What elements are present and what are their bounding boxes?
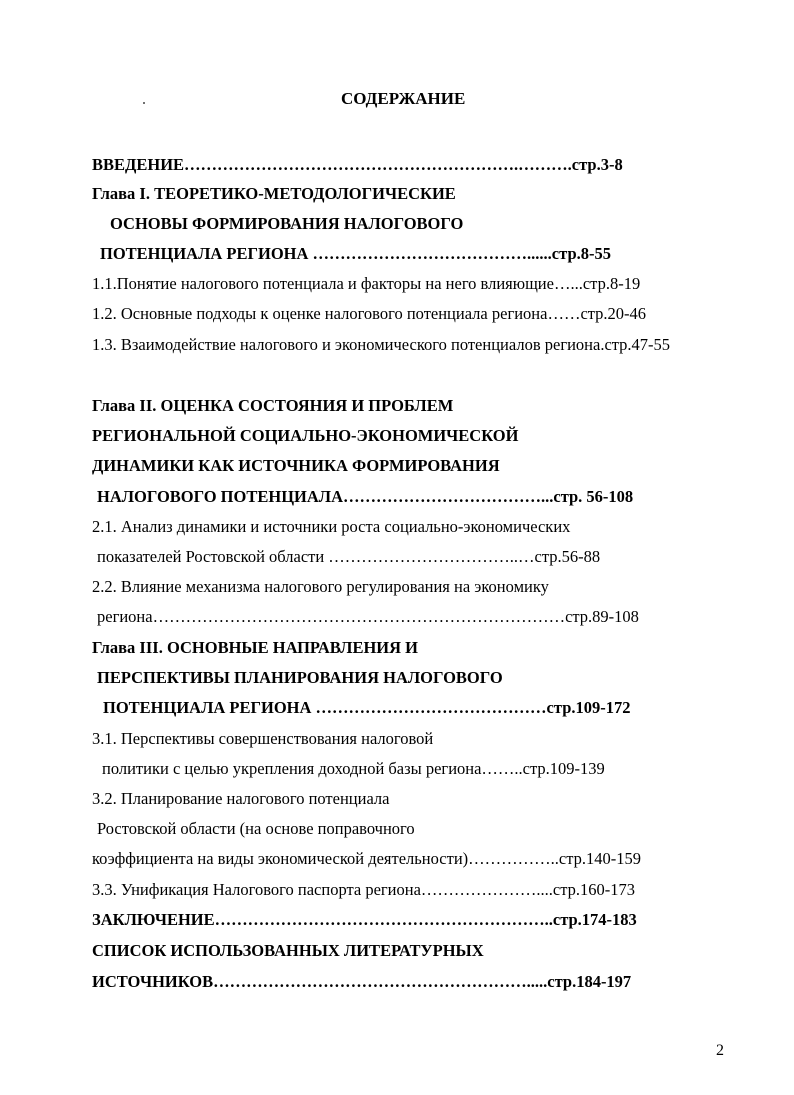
toc-section-2-2-line-2: региона…………………………………………………………………стр.89-108: [97, 607, 639, 626]
toc-chapter-3-line-1: Глава III. ОСНОВНЫЕ НАПРАВЛЕНИЯ И: [92, 638, 419, 657]
toc-section-3-1-line-1: 3.1. Перспективы совершенствования налоговой: [92, 729, 434, 748]
toc-entry-bibliography-line-1: СПИСОК ИСПОЛЬЗОВАННЫХ ЛИТЕРАТУРНЫХ: [92, 941, 484, 960]
toc-chapter-2-line-4: НАЛОГОВОГО ПОТЕНЦИАЛА………………………………...стр. 56-108: [97, 487, 634, 506]
toc-chapter-3-line-2: ПЕРСПЕКТИВЫ ПЛАНИРОВАНИЯ НАЛОГОВОГО: [97, 668, 503, 687]
toc-chapter-2-line-2: РЕГИОНАЛЬНОЙ СОЦИАЛЬНО-ЭКОНОМИЧЕСКОЙ: [92, 426, 519, 445]
toc-section-3-2-line-3: коэффициента на виды экономической деятельности)……………..стр.140-159: [92, 849, 642, 868]
toc-chapter-2-line-1: Глава II. ОЦЕНКА СОСТОЯНИЯ И ПРОБЛЕМ: [92, 396, 454, 415]
toc-section-2-2-line-1: 2.2. Влияние механизма налогового регулирования на экономику: [92, 577, 549, 596]
toc-chapter-1-line-2: ОСНОВЫ ФОРМИРОВАНИЯ НАЛОГОВОГО: [110, 214, 464, 233]
toc-chapter-1-line-1: Глава I. ТЕОРЕТИКО-МЕТОДОЛОГИЧЕСКИЕ: [92, 184, 456, 203]
toc-section-1-2: 1.2. Основные подходы к оценке налогового потенциала региона……стр.20-46: [92, 304, 647, 323]
toc-section-3-2-line-1: 3.2. Планирование налогового потенциала: [92, 789, 390, 808]
toc-section-3-2-line-2: Ростовской области (на основе поправочного: [97, 819, 415, 838]
toc-section-1-3: 1.3. Взаимодействие налогового и экономического потенциалов региона.стр.47-55: [92, 335, 671, 354]
toc-section-3-1-line-2: политики с целью укрепления доходной базы региона……..стр.109-139: [102, 759, 605, 778]
toc-entry-bibliography-line-2: ИСТОЧНИКОВ………………………………………………….....стр.184-197: [92, 972, 632, 991]
page-title: СОДЕРЖАНИЕ: [341, 89, 466, 108]
toc-chapter-1-line-3: ПОТЕНЦИАЛА РЕГИОНА …………………………………......стр.8-55: [100, 244, 611, 263]
toc-chapter-2-line-3: ДИНАМИКИ КАК ИСТОЧНИКА ФОРМИРОВАНИЯ: [92, 456, 500, 475]
scan-speck: [143, 102, 145, 104]
toc-section-3-3: 3.3. Унификация Налогового паспорта региона…………………....стр.160-173: [92, 880, 636, 899]
toc-section-1-1: 1.1.Понятие налогового потенциала и факторы на него влияющие…...стр.8-19: [92, 274, 641, 293]
toc-chapter-3-line-3: ПОТЕНЦИАЛА РЕГИОНА ……………………………………стр.109-172: [103, 698, 631, 717]
toc-section-2-1-line-1: 2.1. Анализ динамики и источники роста социально-экономических: [92, 517, 571, 536]
toc-entry-conclusion: ЗАКЛЮЧЕНИЕ……………………………………………………..стр.174-183: [92, 910, 637, 929]
page-number: 2: [716, 1042, 724, 1059]
toc-entry-introduction: ВВЕДЕНИЕ…………………………………………………….……….стр.3-8: [92, 155, 623, 174]
toc-section-2-1-line-2: показателей Ростовской области ……………………………..…стр.56-88: [97, 547, 601, 566]
